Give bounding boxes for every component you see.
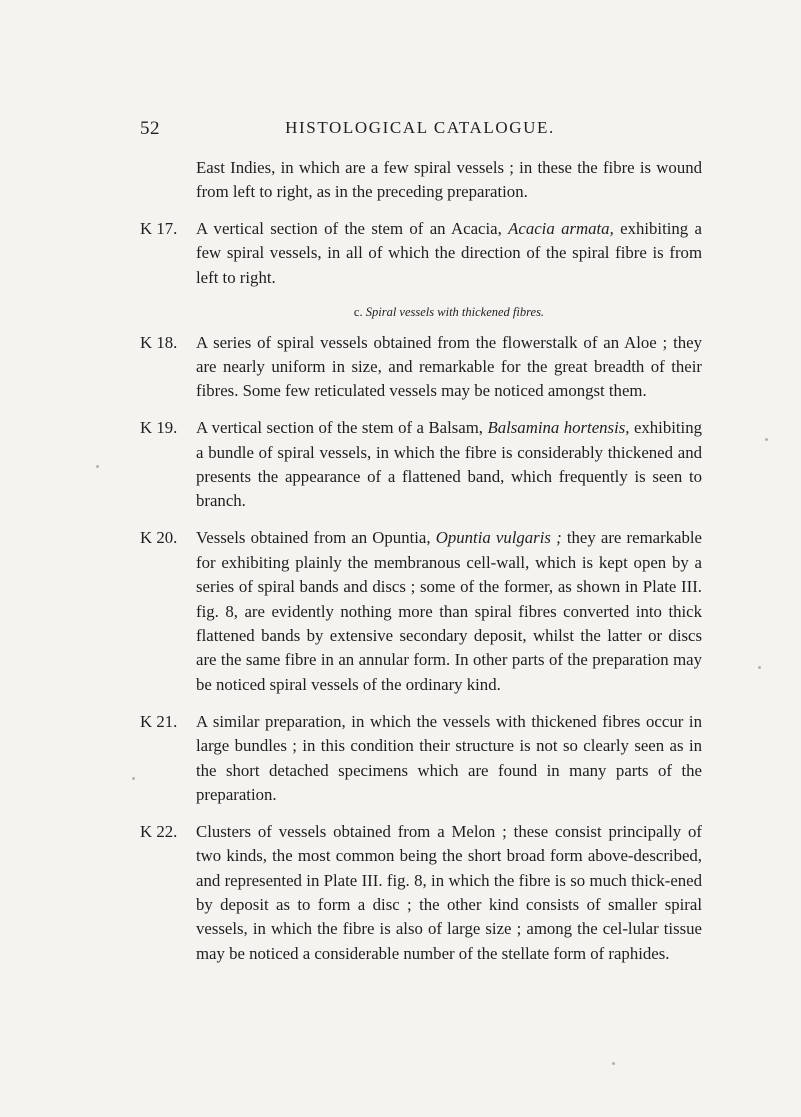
entry-label: K 19. (140, 418, 178, 438)
section-subheading (196, 303, 702, 321)
page-number: 52 (140, 118, 160, 139)
entry-text (196, 217, 702, 290)
entry-text-before: A vertical section of the stem of an Acacia, (196, 218, 509, 238)
entry-text: A similar preparation, in which the vessels with thickened fibres occur in large bundles ; in this condition their structure is not so clearly seen as in the short detached specimens which are found in many parts of the preparation. (196, 711, 702, 804)
subheading-text: Spiral vessels with thickened fibres. (365, 304, 545, 319)
entry-text (196, 526, 702, 697)
entry-text-after: they are remarkable for exhibiting plainly the membranous cell-wall, which is kept open by a series of spiral bands and discs ; some of the former, as shown in Plate III. fig. 8, are evidently nothing more than spiral fibres converted into thick flattened bands by extensive secondary deposit, whilst the latter or discs are the same fibre in an annular form. In other parts of the preparation may be noticed spiral vessels of the ordinary kind. (196, 528, 703, 694)
paper-speck (132, 777, 135, 780)
page-header (140, 118, 700, 142)
entry-label: K 18. (140, 332, 178, 352)
paper-speck (765, 438, 768, 441)
catalogue-body (140, 156, 702, 979)
species-name: Opuntia vulgaris ; (435, 528, 562, 548)
catalogue-entry-k17 (140, 217, 702, 290)
running-title: HISTOLOGICAL CATALOGUE. (285, 118, 555, 137)
paper-speck (96, 465, 99, 468)
entry-text (196, 416, 702, 514)
entry-text-before: Vessels obtained from an Opuntia, (196, 528, 436, 548)
paper-speck (758, 666, 761, 669)
entry-text-after: exhibiting a few spiral vessels, in all of which the direction of the spiral fibre is from left to right. (196, 218, 703, 287)
catalogue-entry-k22 (140, 820, 702, 966)
entry-label: K 22. (140, 821, 178, 841)
entry-label: K 21. (140, 711, 178, 731)
catalogue-entry-k20 (140, 526, 702, 697)
entry-label: K 20. (140, 528, 178, 548)
entry-text: Clusters of vessels obtained from a Melon ; these consist principally of two kinds, the most common being the short broad form above-described, and represented in Plate III. fig. 8, in which the fibre is so much thick-ened by deposit as to form a disc ; the other kind consists of smaller spiral vessels, in which the fibre is also of large size ; among the cel-lular tissue may be noticed a considerable number of the stellate form of raphides. (196, 821, 702, 963)
entry-text-before: A vertical section of the stem of a Balsam, (196, 418, 488, 438)
paper-speck (612, 1062, 615, 1065)
catalogue-entry-k21 (140, 710, 702, 808)
catalogue-entry-k18 (140, 331, 702, 404)
entry-text-after: exhibiting a bundle of spiral vessels, in which the fibre is considerably thickened and presents the appearance of a flattened band, which frequently is seen to branch. (196, 418, 702, 511)
entry-label: K 17. (140, 218, 178, 238)
catalogue-entry-k19 (140, 416, 702, 514)
continuation-paragraph: East Indies, in which are a few spiral vessels ; in these the fibre is wound from left to right, as in the preceding preparation. (196, 158, 702, 202)
subheading-letter: c. (353, 304, 363, 319)
species-name: Balsamina hortensis, (487, 418, 630, 438)
entry-text: A series of spiral vessels obtained from the flowerstalk of an Aloe ; they are nearly uniform in size, and remarkable for the great breadth of their fibres. Some few reticulated vessels may be noticed amongst them. (196, 332, 702, 401)
species-name: Acacia armata, (508, 218, 614, 238)
